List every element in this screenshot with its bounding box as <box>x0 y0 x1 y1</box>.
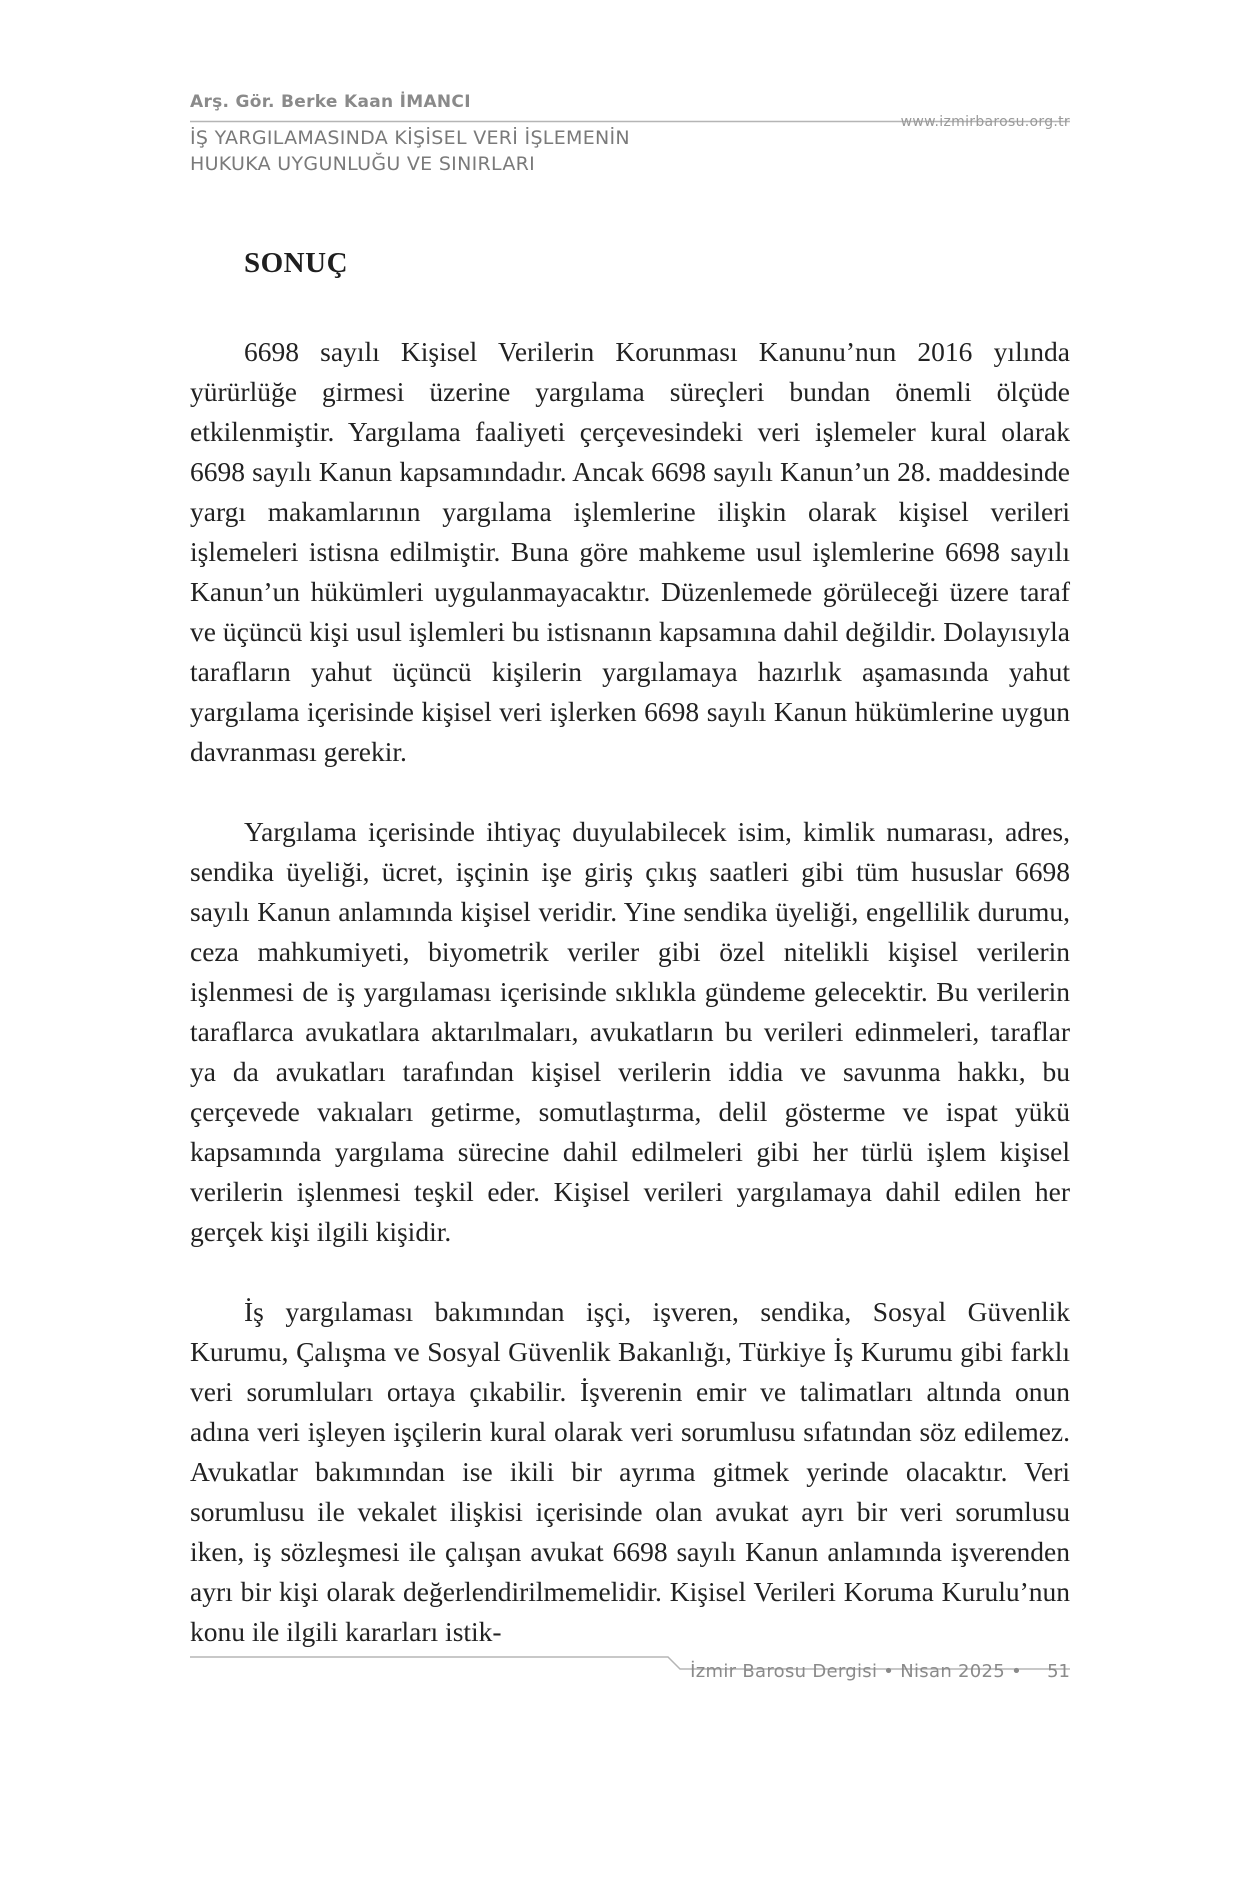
website-link[interactable]: www.izmirbarosu.org.tr <box>900 114 1070 130</box>
page-number: 51 <box>1047 1661 1070 1682</box>
article-title-line-2: HUKUKA UYGUNLUĞU VE SINIRLARI <box>190 153 536 175</box>
paragraph-2: Yargılama içerisinde ihtiyaç duyulabilecek isim, kimlik numarası, adres, sendika üyeliği, ücret, işçinin işe giriş çıkış saatleri gibi tüm hususlar 6698 sayılı Kanun anlamında kişisel veridir. Yine sendika üyeliği, engellilik durumu, ceza mahkumiyeti, biyometrik veriler gibi özel nitelikli kişisel verilerin işlenmesi de iş yargılaması içerisinde sıklıkla gündeme gelecektir. Bu verilerin taraflarca avukatlara aktarılmaları, avukatların bu verileri edinmeleri, taraflar ya da avukatları tarafından kişisel verilerin iddia ve savunma hakkı, bu çerçevede vakıaları getirme, somutlaştırma, delil gösterme ve ispat yükü kapsamında yargılama sürecine dahil edilmeleri gibi her türlü işlem kişisel verilerin işlenmesi teşkil eder. Kişisel verileri yargılamaya dahil edilen her gerçek kişi ilgili kişidir. <box>190 816 1070 1247</box>
page-header <box>190 92 1070 182</box>
article-title-line-1: İŞ YARGILAMASINDA KİŞİSEL VERİ İŞLEMENİN <box>190 127 630 149</box>
paragraph-1: 6698 sayılı Kişisel Verilerin Korunması Kanunu’nun 2016 yılında yürürlüğe girmesi üzerine yargılama süreçleri bundan önemli ölçüde etkilenmiştir. Yargılama faaliyeti çerçevesindeki veri işlemeler kural olarak 6698 sayılı Kanun kapsamındadır. Ancak 6698 sayılı Kanun’un 28. maddesinde yargı makamlarının yargılama işlemlerine ilişkin olarak kişisel verileri işlemeleri istisna edilmiştir. Buna göre mahkeme usul işlemlerine 6698 sayılı Kanun’un hükümleri uygulanmayacaktır. Düzenlemede görüleceği üzere taraf ve üçüncü kişi usul işlemleri bu istisnanın kapsamına dahil değildir. Dolayısıyla tarafların yahut üçüncü kişilerin yargılamaya hazırlık aşamasında yahut yargılama içerisinde kişisel veri işlerken 6698 sayılı Kanun hükümlerine uygun davranması gerekir. <box>190 336 1070 767</box>
page-footer <box>190 1655 1070 1695</box>
paragraph-3: İş yargılaması bakımından işçi, işveren, sendika, Sosyal Güvenlik Kurumu, Çalışma ve Sosyal Güvenlik Bakanlığı, Türkiye İş Kurumu gibi farklı veri sorumluları ortaya çıkabilir. İşverenin emir ve talimatları altında onun adına veri işleyen işçilerin kural olarak veri sorumlusu sıfatından söz edilemez. Avukatlar bakımından ise ikili bir ayrıma gitmek yerinde olacaktır. Veri sorumlusu ile vekalet ilişkisi içerisinde olan avukat ayrı bir veri sorumlusu iken, iş sözleşmesi ile çalışan avukat 6698 sayılı Kanun anlamında işverenden ayrı bir kişi olarak değerlendirilmemelidir. Kişisel Verileri Koruma Kurulu’nun konu ile ilgili kararları istik- <box>190 1296 1070 1647</box>
article-title <box>190 125 630 177</box>
section-title: SONUÇ <box>244 247 349 279</box>
journal-info: İzmir Barosu Dergisi • Nisan 2025 • <box>690 1661 1022 1682</box>
author-name: Arş. Gör. Berke Kaan İMANCI <box>190 92 471 112</box>
article-body <box>190 240 1070 1652</box>
